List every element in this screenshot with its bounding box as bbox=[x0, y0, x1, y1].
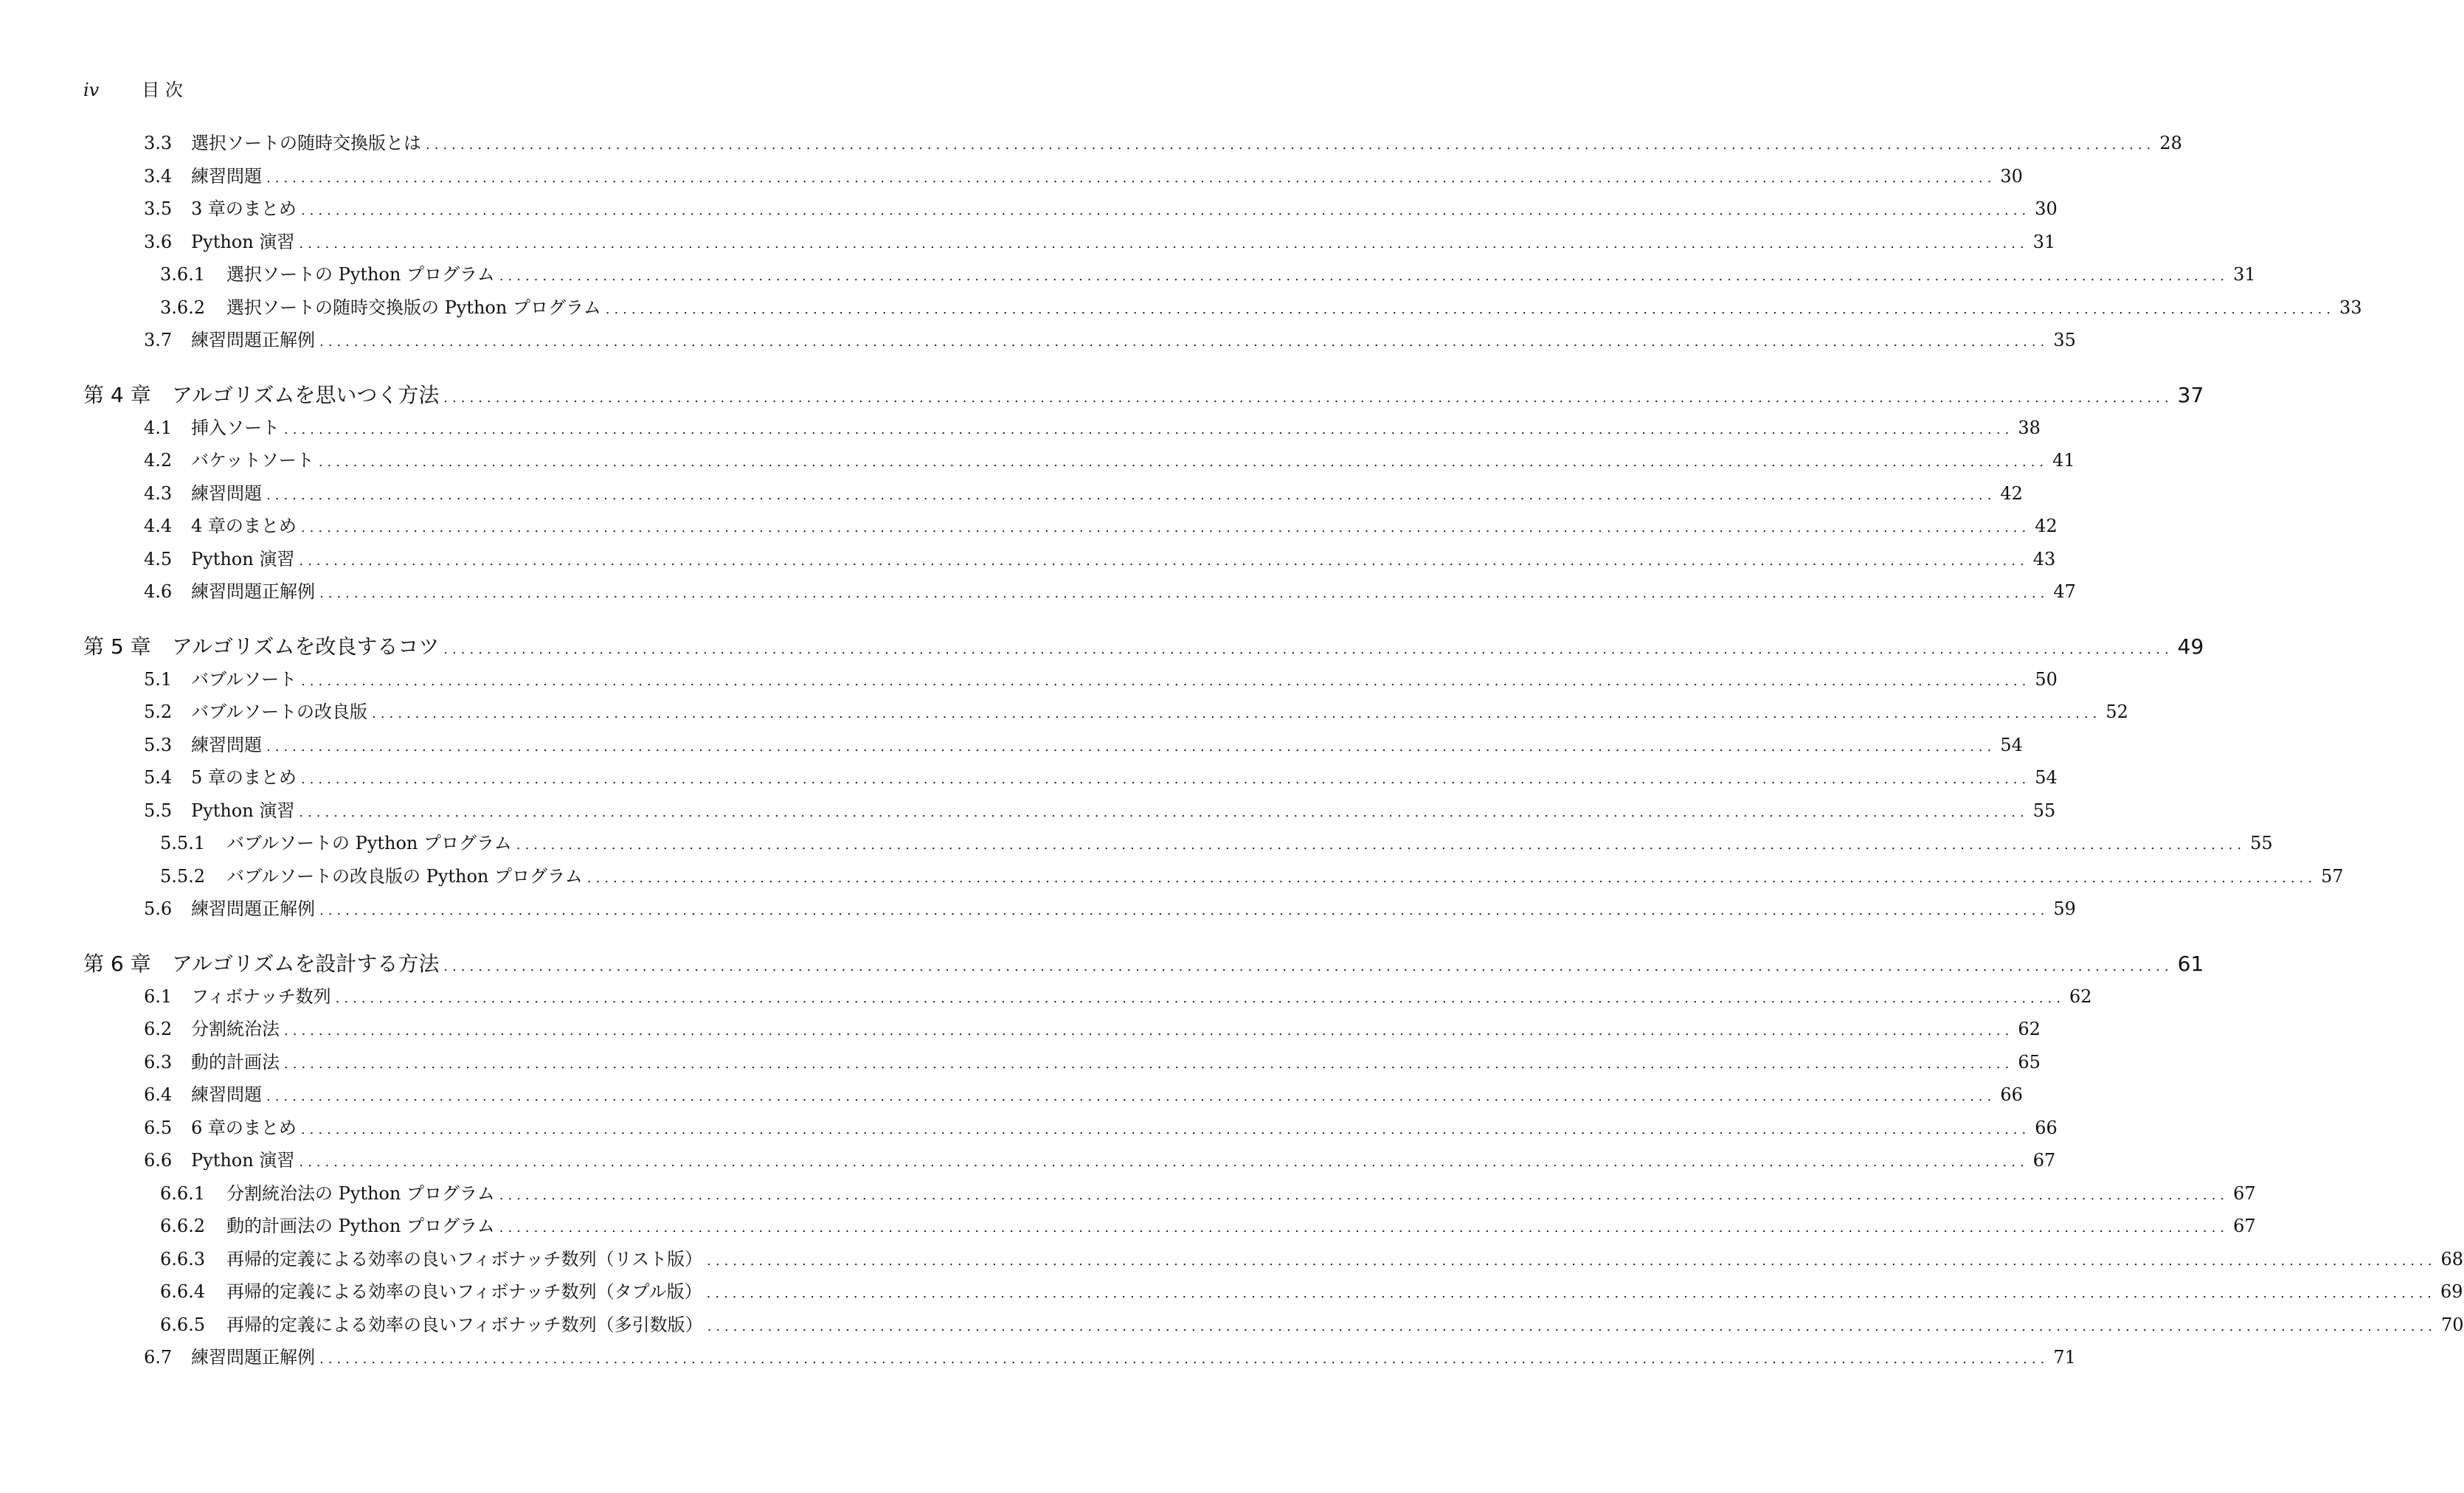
toc-entry-label bbox=[160, 260, 495, 285]
toc-entry-title: Python 演習 bbox=[191, 548, 295, 569]
toc-entry-sub bbox=[83, 1179, 2256, 1212]
toc-entry-page: 42 bbox=[2035, 516, 2058, 536]
toc-entry-chap bbox=[83, 631, 2204, 665]
dot-leader: ........................................................................................................................................................................................................ bbox=[319, 586, 2049, 601]
toc-entry-label bbox=[160, 1211, 495, 1237]
running-head-title: 目 次 bbox=[142, 80, 183, 100]
toc-entry-title: 練習問題正解例 bbox=[191, 1347, 315, 1368]
toc-entry-page: 69 bbox=[2440, 1281, 2463, 1302]
toc-entry-number: 3.7 bbox=[144, 330, 173, 350]
toc-entry-label bbox=[144, 1146, 294, 1171]
table-of-contents bbox=[83, 128, 2464, 1376]
toc-entry-title: 6 章のまとめ bbox=[191, 1117, 297, 1138]
dot-leader: ........................................................................................................................................................................................................ bbox=[318, 454, 2049, 470]
toc-entry-sec bbox=[83, 194, 2058, 227]
toc-entry-page: 55 bbox=[2032, 800, 2056, 821]
toc-entry-page: 41 bbox=[2052, 450, 2075, 471]
dot-leader: ........................................................................................................................................................................................................ bbox=[443, 641, 2173, 657]
toc-entry-sec bbox=[83, 796, 2056, 829]
toc-entry-sec bbox=[83, 325, 2076, 358]
toc-entry-page: 38 bbox=[2018, 417, 2041, 438]
dot-leader: ........................................................................................................................................................................................................ bbox=[516, 837, 2246, 853]
toc-entry-title: 練習問題 bbox=[191, 1084, 262, 1105]
toc-entry-page: 67 bbox=[2233, 1182, 2256, 1204]
toc-entry-sec bbox=[83, 544, 2056, 578]
toc-entry-title: 選択ソートの随時交換版とは bbox=[191, 133, 421, 153]
toc-entry-number: 4.5 bbox=[144, 548, 173, 569]
toc-entry-page: 42 bbox=[2000, 482, 2023, 504]
toc-entry-sec bbox=[83, 511, 2058, 544]
dot-leader: ........................................................................................................................................................................................................ bbox=[266, 170, 1996, 186]
toc-entry-sec bbox=[83, 730, 2023, 763]
toc-entry-page: 71 bbox=[2053, 1347, 2076, 1368]
toc-entry-number: 第 6 章 bbox=[83, 951, 151, 976]
toc-entry-number: 第 5 章 bbox=[83, 634, 151, 659]
toc-entry-page: 54 bbox=[2000, 734, 2023, 755]
dot-leader: ........................................................................................................................................................................................................ bbox=[284, 1023, 2014, 1039]
toc-entry-page: 52 bbox=[2105, 702, 2128, 722]
toc-entry-label bbox=[144, 227, 294, 253]
toc-entry-label bbox=[144, 544, 294, 570]
toc-entry-sec bbox=[83, 665, 2058, 698]
toc-entry-number: 5.6 bbox=[144, 898, 173, 919]
toc-entry-label bbox=[144, 511, 297, 537]
dot-leader: ........................................................................................................................................................................................................ bbox=[443, 389, 2173, 406]
toc-entry-number: 6.2 bbox=[144, 1019, 173, 1039]
toc-entry-title: 練習問題正解例 bbox=[191, 898, 315, 919]
toc-entry-page: 31 bbox=[2233, 264, 2256, 285]
toc-entry-label bbox=[144, 194, 297, 220]
toc-entry-label bbox=[144, 413, 280, 439]
dot-leader: ........................................................................................................................................................................................................ bbox=[300, 772, 2031, 787]
dot-leader: ........................................................................................................................................................................................................ bbox=[284, 421, 2014, 437]
toc-entry-chap bbox=[83, 948, 2204, 982]
toc-entry-label bbox=[83, 948, 439, 977]
toc-entry-number: 5.1 bbox=[144, 668, 173, 690]
dot-leader: ........................................................................................................................................................................................................ bbox=[300, 520, 2031, 536]
toc-entry-number: 3.6.1 bbox=[160, 264, 206, 285]
page-folio: iv bbox=[83, 80, 100, 100]
toc-entry-number: 4.4 bbox=[144, 516, 173, 536]
toc-entry-number: 4.6 bbox=[144, 581, 173, 602]
toc-entry-page: 30 bbox=[2035, 198, 2058, 219]
toc-entry-label bbox=[160, 1310, 703, 1336]
toc-entry-label bbox=[160, 293, 601, 319]
toc-entry-number: 第 4 章 bbox=[83, 382, 151, 407]
dot-leader: ........................................................................................................................................................................................................ bbox=[499, 1187, 2229, 1203]
toc-entry-number: 6.5 bbox=[144, 1117, 173, 1138]
toc-entry-label bbox=[144, 325, 315, 351]
toc-entry-number: 3.6.2 bbox=[160, 297, 206, 318]
toc-entry-number: 3.3 bbox=[144, 133, 173, 153]
toc-entry-number: 6.7 bbox=[144, 1347, 173, 1368]
toc-entry-sec bbox=[83, 1014, 2041, 1047]
toc-entry-number: 4.3 bbox=[144, 482, 173, 504]
toc-entry-sec bbox=[83, 1047, 2041, 1081]
toc-entry-sub bbox=[83, 1211, 2256, 1244]
toc-entry-number: 6.1 bbox=[144, 985, 173, 1007]
toc-entry-label bbox=[144, 446, 314, 471]
toc-entry-sec bbox=[83, 162, 2023, 195]
toc-entry-title: バブルソート bbox=[191, 668, 297, 690]
toc-entry-title: バブルソートの改良版の Python プログラム bbox=[226, 865, 583, 887]
toc-entry-sub bbox=[83, 1310, 2464, 1343]
toc-entry-page: 31 bbox=[2032, 231, 2056, 252]
toc-entry-title: 動的計画法 bbox=[191, 1051, 280, 1073]
toc-entry-label bbox=[83, 379, 439, 409]
toc-entry-page: 67 bbox=[2032, 1150, 2056, 1171]
toc-entry-label bbox=[144, 577, 315, 603]
toc-entry-title: 5 章のまとめ bbox=[191, 767, 297, 788]
toc-entry-title: 練習問題 bbox=[191, 482, 262, 504]
toc-entry-sub bbox=[83, 1277, 2463, 1310]
toc-entry-page: 66 bbox=[2000, 1084, 2023, 1105]
dot-leader: ........................................................................................................................................................................................................ bbox=[300, 203, 2031, 218]
toc-entry-label bbox=[160, 828, 512, 854]
toc-entry-sec bbox=[83, 479, 2023, 512]
dot-leader: ........................................................................................................................................................................................................ bbox=[299, 552, 2029, 569]
toc-entry-number: 5.5 bbox=[144, 800, 173, 821]
toc-entry-number: 5.5.1 bbox=[160, 833, 206, 853]
dot-leader: ........................................................................................................................................................................................................ bbox=[319, 903, 2049, 918]
dot-leader: ........................................................................................................................................................................................................ bbox=[443, 958, 2173, 974]
dot-leader: ........................................................................................................................................................................................................ bbox=[299, 1154, 2029, 1170]
toc-entry-title: 再帰的定義による効率の良いフィボナッチ数列（リスト版） bbox=[226, 1248, 703, 1269]
toc-entry-page: 50 bbox=[2035, 668, 2058, 690]
toc-entry-sec bbox=[83, 1146, 2056, 1179]
dot-leader: ........................................................................................................................................................................................................ bbox=[300, 1121, 2031, 1137]
toc-entry-sub bbox=[83, 862, 2344, 895]
toc-entry-sec bbox=[83, 894, 2076, 927]
toc-entry-page: 62 bbox=[2018, 1019, 2041, 1039]
toc-entry-title: バケットソート bbox=[191, 450, 314, 471]
dot-leader: ........................................................................................................................................................................................................ bbox=[319, 1351, 2049, 1367]
toc-entry-sub bbox=[83, 260, 2256, 293]
toc-entry-sub bbox=[83, 1244, 2464, 1278]
toc-entry-sec bbox=[83, 763, 2058, 796]
dot-leader: ........................................................................................................................................................................................................ bbox=[707, 1253, 2437, 1269]
toc-entry-number: 5.5.2 bbox=[160, 865, 206, 887]
toc-entry-page: 62 bbox=[2069, 985, 2092, 1007]
dot-leader: ........................................................................................................................................................................................................ bbox=[266, 738, 1996, 755]
toc-entry-title: アルゴリズムを改良するコツ bbox=[172, 634, 440, 659]
toc-entry-label bbox=[144, 665, 297, 690]
dot-leader: ........................................................................................................................................................................................................ bbox=[706, 1286, 2436, 1301]
toc-entry-sub bbox=[83, 828, 2273, 862]
toc-entry-page: 67 bbox=[2233, 1216, 2256, 1236]
toc-entry-sec bbox=[83, 227, 2056, 260]
dot-leader: ........................................................................................................................................................................................................ bbox=[707, 1318, 2437, 1334]
toc-entry-label bbox=[144, 1343, 315, 1368]
toc-entry-label bbox=[83, 631, 439, 660]
toc-entry-number: 6.3 bbox=[144, 1051, 173, 1073]
dot-leader: ........................................................................................................................................................................................................ bbox=[372, 706, 2102, 721]
toc-entry-title: 再帰的定義による効率の良いフィボナッチ数列（多引数版） bbox=[226, 1314, 703, 1335]
toc-entry-title: 選択ソートの随時交換版の Python プログラム bbox=[226, 297, 601, 318]
toc-entry-title: 再帰的定義による効率の良いフィボナッチ数列（タプル版） bbox=[226, 1281, 702, 1302]
toc-entry-sub bbox=[83, 293, 2362, 326]
toc-entry-sec bbox=[83, 1343, 2076, 1376]
toc-entry-title: バブルソートの Python プログラム bbox=[226, 833, 512, 853]
toc-entry-label bbox=[144, 697, 367, 723]
toc-entry-label bbox=[144, 894, 315, 920]
toc-entry-label bbox=[144, 479, 262, 505]
dot-leader: ........................................................................................................................................................................................................ bbox=[499, 1220, 2229, 1236]
toc-entry-sec bbox=[83, 446, 2075, 479]
toc-entry-page: 35 bbox=[2053, 330, 2076, 350]
toc-entry-page: 61 bbox=[2177, 951, 2204, 976]
toc-entry-page: 59 bbox=[2053, 898, 2076, 919]
toc-entry-title: 4 章のまとめ bbox=[191, 516, 297, 536]
toc-entry-label bbox=[160, 1179, 495, 1205]
toc-entry-title: Python 演習 bbox=[191, 1150, 295, 1171]
toc-entry-number: 6.6.5 bbox=[160, 1314, 206, 1335]
toc-entry-page: 70 bbox=[2440, 1314, 2464, 1335]
toc-entry-number: 6.6.3 bbox=[160, 1248, 206, 1269]
toc-entry-number: 3.5 bbox=[144, 198, 173, 219]
toc-entry-page: 43 bbox=[2032, 548, 2056, 569]
toc-entry-page: 37 bbox=[2177, 382, 2204, 407]
toc-entry-label bbox=[144, 1113, 297, 1139]
toc-entry-title: 3 章のまとめ bbox=[191, 198, 297, 219]
toc-entry-title: 練習問題正解例 bbox=[191, 581, 315, 602]
toc-entry-label bbox=[160, 1277, 702, 1303]
toc-entry-chap bbox=[83, 379, 2204, 413]
toc-entry-page: 30 bbox=[2000, 165, 2023, 187]
toc-entry-number: 6.6 bbox=[144, 1150, 173, 1171]
toc-entry-title: フィボナッチ数列 bbox=[191, 985, 331, 1007]
toc-entry-page: 55 bbox=[2250, 833, 2273, 853]
toc-entry-number: 6.6.2 bbox=[160, 1216, 206, 1236]
toc-entry-number: 6.4 bbox=[144, 1084, 173, 1105]
dot-leader: ........................................................................................................................................................................................................ bbox=[605, 301, 2336, 317]
dot-leader: ........................................................................................................................................................................................................ bbox=[586, 870, 2317, 886]
toc-entry-label bbox=[144, 796, 294, 822]
toc-entry-sec bbox=[83, 982, 2092, 1015]
toc-entry-title: 練習問題正解例 bbox=[191, 330, 315, 350]
dot-leader: ........................................................................................................................................................................................................ bbox=[299, 235, 2029, 252]
dot-leader: ........................................................................................................................................................................................................ bbox=[319, 334, 2049, 350]
running-head bbox=[83, 75, 183, 101]
toc-entry-label bbox=[144, 128, 421, 154]
toc-entry-label bbox=[144, 763, 297, 789]
dot-leader: ........................................................................................................................................................................................................ bbox=[266, 487, 1996, 503]
toc-entry-title: 選択ソートの Python プログラム bbox=[226, 264, 495, 285]
toc-entry-page: 57 bbox=[2321, 865, 2344, 887]
toc-entry-number: 6.6.1 bbox=[160, 1182, 206, 1204]
dot-leader: ........................................................................................................................................................................................................ bbox=[299, 804, 2029, 820]
toc-entry-title: 分割統治法の Python プログラム bbox=[226, 1182, 495, 1204]
toc-entry-number: 5.4 bbox=[144, 767, 173, 788]
toc-entry-sec bbox=[83, 413, 2041, 446]
toc-entry-page: 49 bbox=[2177, 634, 2204, 659]
toc-entry-number: 3.4 bbox=[144, 165, 173, 187]
toc-entry-title: バブルソートの改良版 bbox=[191, 702, 368, 722]
toc-entry-title: 動的計画法の Python プログラム bbox=[226, 1216, 495, 1236]
toc-entry-title: 練習問題 bbox=[191, 165, 262, 187]
dot-leader: ........................................................................................................................................................................................................ bbox=[499, 269, 2229, 284]
toc-entry-label bbox=[160, 862, 583, 887]
toc-entry-label bbox=[144, 1014, 280, 1040]
toc-entry-page: 28 bbox=[2159, 133, 2182, 153]
toc-entry-title: Python 演習 bbox=[191, 800, 295, 821]
toc-entry-sec bbox=[83, 577, 2076, 610]
toc-entry-number: 5.2 bbox=[144, 702, 173, 722]
dot-leader: ........................................................................................................................................................................................................ bbox=[335, 990, 2065, 1006]
toc-entry-page: 54 bbox=[2035, 767, 2058, 788]
toc-entry-number: 4.1 bbox=[144, 417, 173, 438]
toc-entry-title: アルゴリズムを設計する方法 bbox=[172, 951, 440, 976]
toc-entry-title: 分割統治法 bbox=[191, 1019, 280, 1039]
toc-entry-number: 4.2 bbox=[144, 450, 173, 471]
dot-leader: ........................................................................................................................................................................................................ bbox=[301, 673, 2031, 689]
toc-entry-title: Python 演習 bbox=[191, 231, 295, 252]
toc-entry-title: アルゴリズムを思いつく方法 bbox=[172, 382, 440, 407]
toc-entry-label bbox=[144, 982, 331, 1008]
toc-entry-number: 5.3 bbox=[144, 734, 173, 755]
toc-entry-title: 練習問題 bbox=[191, 734, 262, 755]
toc-entry-page: 33 bbox=[2339, 297, 2362, 318]
toc-entry-label bbox=[160, 1244, 702, 1270]
toc-entry-sec bbox=[83, 1080, 2023, 1113]
toc-entry-page: 68 bbox=[2440, 1248, 2464, 1269]
toc-entry-label bbox=[144, 1080, 262, 1106]
dot-leader: ........................................................................................................................................................................................................ bbox=[284, 1056, 2014, 1072]
toc-entry-page: 66 bbox=[2035, 1117, 2058, 1138]
toc-entry-label bbox=[144, 162, 262, 187]
toc-entry-number: 3.6 bbox=[144, 231, 173, 252]
toc-entry-sec bbox=[83, 128, 2182, 162]
toc-entry-number: 6.6.4 bbox=[160, 1281, 206, 1302]
dot-leader: ........................................................................................................................................................................................................ bbox=[426, 137, 2156, 153]
toc-entry-title: 挿入ソート bbox=[191, 417, 280, 438]
toc-entry-label bbox=[144, 1047, 280, 1073]
dot-leader: ........................................................................................................................................................................................................ bbox=[266, 1089, 1996, 1104]
toc-entry-sec bbox=[83, 697, 2128, 730]
toc-entry-sec bbox=[83, 1113, 2058, 1146]
toc-entry-label bbox=[144, 730, 262, 756]
toc-entry-page: 47 bbox=[2053, 581, 2076, 602]
toc-entry-page: 65 bbox=[2018, 1051, 2041, 1073]
